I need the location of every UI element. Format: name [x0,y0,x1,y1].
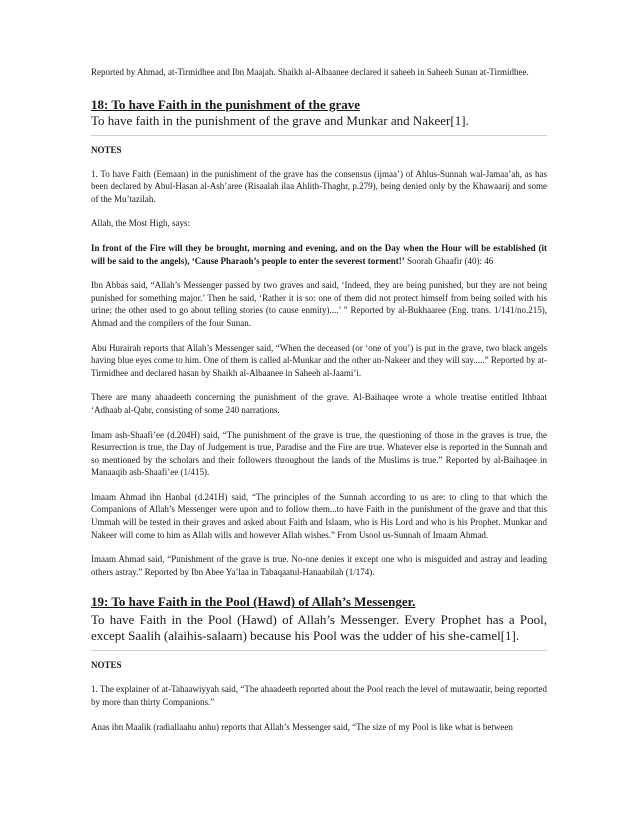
document-page [91,66,547,733]
quran-verse [91,242,547,267]
ibn-abbas-paragraph: Ibn Abbas said, “Allah’s Messenger passed by two graves and said, ‘Indeed, they are being punished, but they are not being punished for something major.’ Then he said, ‘Rather it is so: one of them did not protect himself from being soiled with his urine; the other used to go about telling stories (to cause enmity)....’ ” Reported by al-Bukhaaree (Eng. trans. 1/141/no.215), Ahmad and the compilers of the four Sunan. [91,280,547,328]
section-18-heading: 18: To have Faith in the punishment of the grave [91,96,361,112]
anas-paragraph: Anas ibn Maalik (radiallaahu anhu) reports that Allah’s Messenger said, “The size of my Pool is like what is between [91,721,513,732]
divider [91,135,547,136]
allah-says-line: Allah, the Most High, says: [91,218,190,229]
ahmad-paragraph-1: Imaam Ahmad ibn Hanbal (d.241H) said, “The principles of the Sunnah according to us are: to cling to that which the Companions of Allah’s Messenger were upon and to follow them...to have Faith in the punishment of the grave and that this Ummah will be tested in their graves and asked about Faith and Islaam, who is His Lord and who is his Prophet. Munkar and Nakeer will come to him as Allah wills and however Allah wishes.” From Usool us-Sunnah of Imaam Ahmad. [91,491,547,540]
intro-paragraph: Reported by Ahmad, at-Tirmidhee and Ibn Maajah. Shaikh al-Albaanee declared it saheeh in Saheeh Sunan at-Tirmidhee. [91,67,529,77]
verse-text: In front of the Fire will they be brought, morning and evening, and on the Day when the Hour will be established (it will be said to the angels), ‘Cause Pharaoh’s people to enter the severest torment!’ [91,242,547,266]
verse-reference: Soorah Ghaafir (40): 46 [404,255,494,266]
shaafiee-paragraph: Imam ash-Shaafi’ee (d.204H) said, “The punishment of the grave is true, the questioning of those in the graves is true, the Resurrection is true, the Day of Judgement is true, Paradise and the Fire are true. Whatever else is reported in the Sunnah and so mentioned by the scholars and their followers throughout the lands of the Muslims is true.” Reported by al-Baihaqee in Manaaqib ash-Shaafi’ee (1/415). [91,429,547,478]
section-19-notes-label: NOTES [91,660,122,671]
section-18-notes-label: NOTES [91,144,122,155]
section-19-statement: To have Faith in the Pool (Hawd) of Allah’s Messenger. Every Prophet has a Pool, except Saalih (alaihis-salaam) because his Pool was the udder of his she-camel[1]. [91,612,547,644]
section-18-statement: To have faith in the punishment of the grave and Munkar and Nakeer[1]. [91,112,469,128]
divider [91,650,547,651]
abu-hurairah-paragraph: Abu Hurairah reports that Allah’s Messenger said, “When the deceased (or ‘one of you’) is put in the grave, two black angels having blue eyes come to him. One of them is called al-Munkar and the other an-Nakeer and they will say.....” Reported by at-Tirmidhee and declared hasan by Shaikh al-Albaanee in Saheeh al-Jaami’i. [91,342,547,378]
section-18-note-1: 1. To have Faith (Eemaan) in the punishment of the grave has the consensus (ijmaa’) of Ahlus-Sunnah wal-Jamaa’ah, as has been declared by Abul-Hasan al-Ash’aree (Risaalah ilaa Ahlith-Thaghr, p.279), being denied only by the Khawaarij and some of the Mu’tazilah. [91,168,547,204]
ahaadeeth-paragraph: There are many ahaadeeth concerning the punishment of the grave. Al-Baihaqee wrote a whole treatise entitled Ithbaat ‘Adhaab al-Qabr, consisting of some 240 narrations. [91,392,547,415]
section-19-note-1: 1. The explainer of at-Tahaawiyyah said, “The ahaadeeth reported about the Pool reach the level of mutawaatir, being reported by more than thirty Companions.” [91,684,547,708]
section-19-heading: 19: To have Faith in the Pool (Hawd) of Allah’s Messenger. [91,594,416,610]
ahmad-paragraph-2: Imaam Ahmad said, “Punishment of the grave is true. No-one denies it except one who is misguided and astray and leading others astray.” Reported by Ibn Abee Ya’laa in Tabaqaatul-Hanaabilah (1/174). [91,554,547,577]
